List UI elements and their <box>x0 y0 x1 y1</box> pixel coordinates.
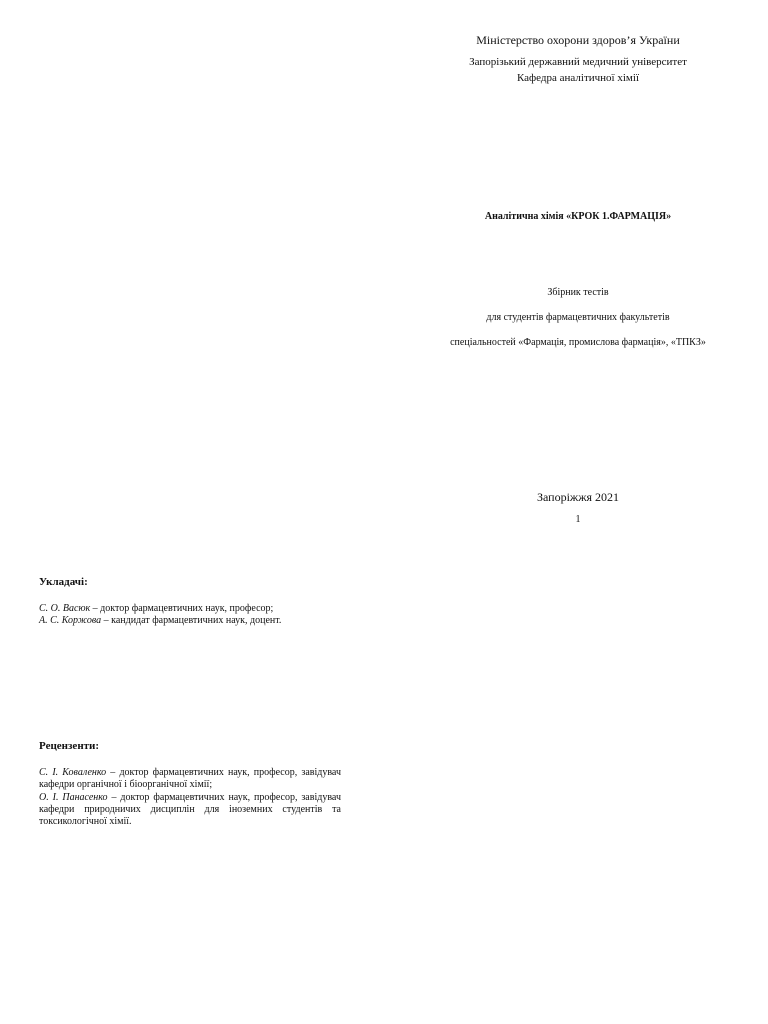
compiler-desc: – доктор фармацевтичних наук, професор; <box>90 603 274 614</box>
reviewer-entry <box>39 792 341 828</box>
compilers-heading: Укладачі: <box>39 576 88 588</box>
city-year: Запоріжжя 2021 <box>536 490 620 504</box>
reviewer-name: О. І. Панасенко <box>39 792 108 803</box>
reviewer-name: С. І. Коваленко <box>39 767 107 778</box>
ministry-name: Міністерство охорони здоров’я України <box>476 33 680 47</box>
reviewers-heading: Рецензенти: <box>39 740 100 752</box>
audience-line: для студентів фармацевтичних факультетів <box>486 312 670 323</box>
compiler-desc: – кандидат фармацевтичних наук, доцент. <box>101 615 282 626</box>
department-name: Кафедра аналітичної хімії <box>516 72 639 84</box>
compiler-entry <box>39 603 341 615</box>
reviewer-desc: – доктор фармацевтичних наук, професор, завідувач кафедри природничих дисциплін для іноземних студентів та токсикологічної хімії. <box>39 792 341 827</box>
compiler-entry <box>39 615 341 627</box>
compiler-name: А. С. Коржова <box>39 615 102 626</box>
page-number: 1 <box>575 514 581 525</box>
reviewer-desc: – доктор фармацевтичних наук, професор, завідувач кафедри органічної і біоорганічної хімії; <box>39 767 341 790</box>
reviewer-entry <box>39 767 341 791</box>
compilers-list <box>39 603 341 627</box>
specialties-line: спеціальностей «Фармація, промислова фармація», «ТПКЗ» <box>450 337 706 348</box>
compiler-name: С. О. Васюк <box>39 603 91 614</box>
university-name: Запорізький державний медичний університет <box>469 56 687 68</box>
document-subtitle: Збірник тестів <box>547 287 609 298</box>
document-title: Аналітична хімія «КРОК 1.ФАРМАЦІЯ» <box>484 211 672 222</box>
